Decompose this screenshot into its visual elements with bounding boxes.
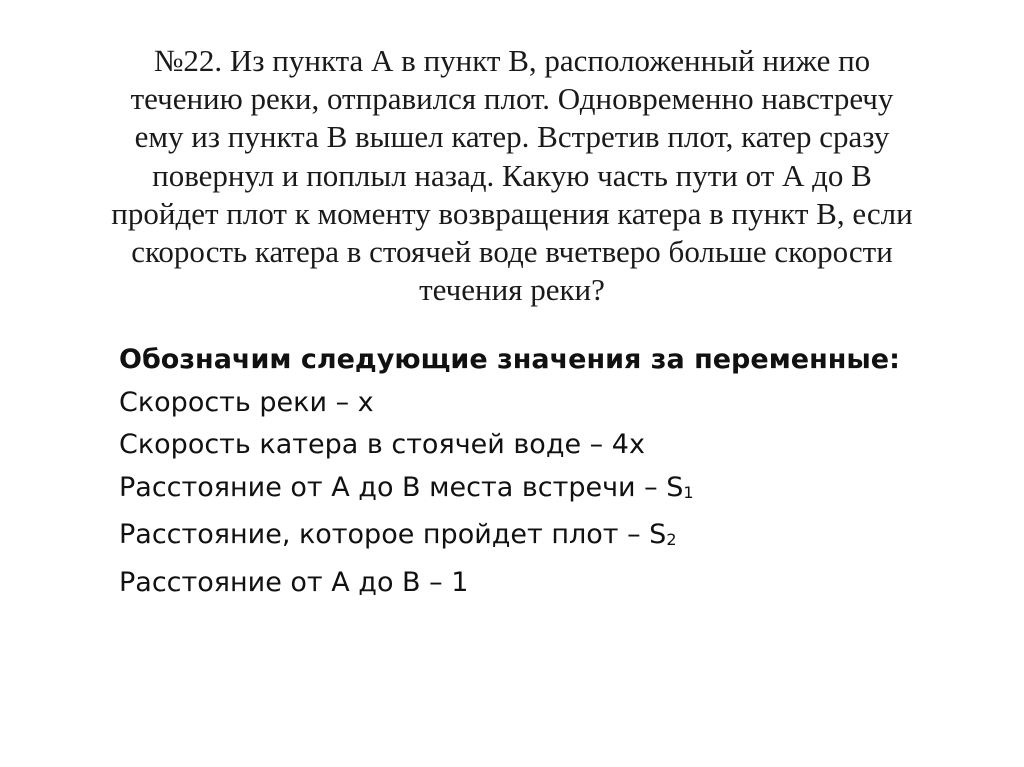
problem-line-5: пройдет плот к моменту возвращения катера в пункт В, если (111, 195, 913, 231)
problem-statement (60, 42, 964, 309)
problem-line-3: ему из пункта В вышел катер. Встретив плот, катер сразу (134, 119, 890, 155)
problem-line-4: повернул и поплыл назад. Какую часть пути от А до В (152, 157, 872, 193)
variables-heading: Обозначим следующие значения за переменные: (119, 344, 900, 375)
raft-distance-text: Расстояние, которое пройдет плот – S (119, 519, 667, 551)
variable-river-speed: Скорость реки – х (119, 386, 374, 418)
meeting-distance-subscript: 1 (683, 482, 694, 502)
raft-distance-subscript: 2 (666, 530, 677, 550)
meeting-distance-text: Расстояние от А до В места встречи – S (119, 471, 684, 503)
problem-line-6: скорость катера в стоячей воде вчетверо больше скорости (131, 234, 893, 270)
problem-line-1: №22. Из пункта А в пункт В, расположенный ниже по (153, 43, 871, 78)
problem-line-2: течению реки, отправился плот. Одновременно навстречу (130, 81, 894, 117)
variable-boat-speed: Скорость катера в стоячей воде – 4х (119, 429, 645, 461)
variable-raft-distance (119, 514, 979, 562)
problem-line-7: течения реки? (419, 272, 605, 308)
variable-meeting-distance (119, 467, 979, 515)
variable-total-distance: Расстояние от А до В – 1 (119, 566, 469, 598)
variables-list (119, 339, 979, 605)
